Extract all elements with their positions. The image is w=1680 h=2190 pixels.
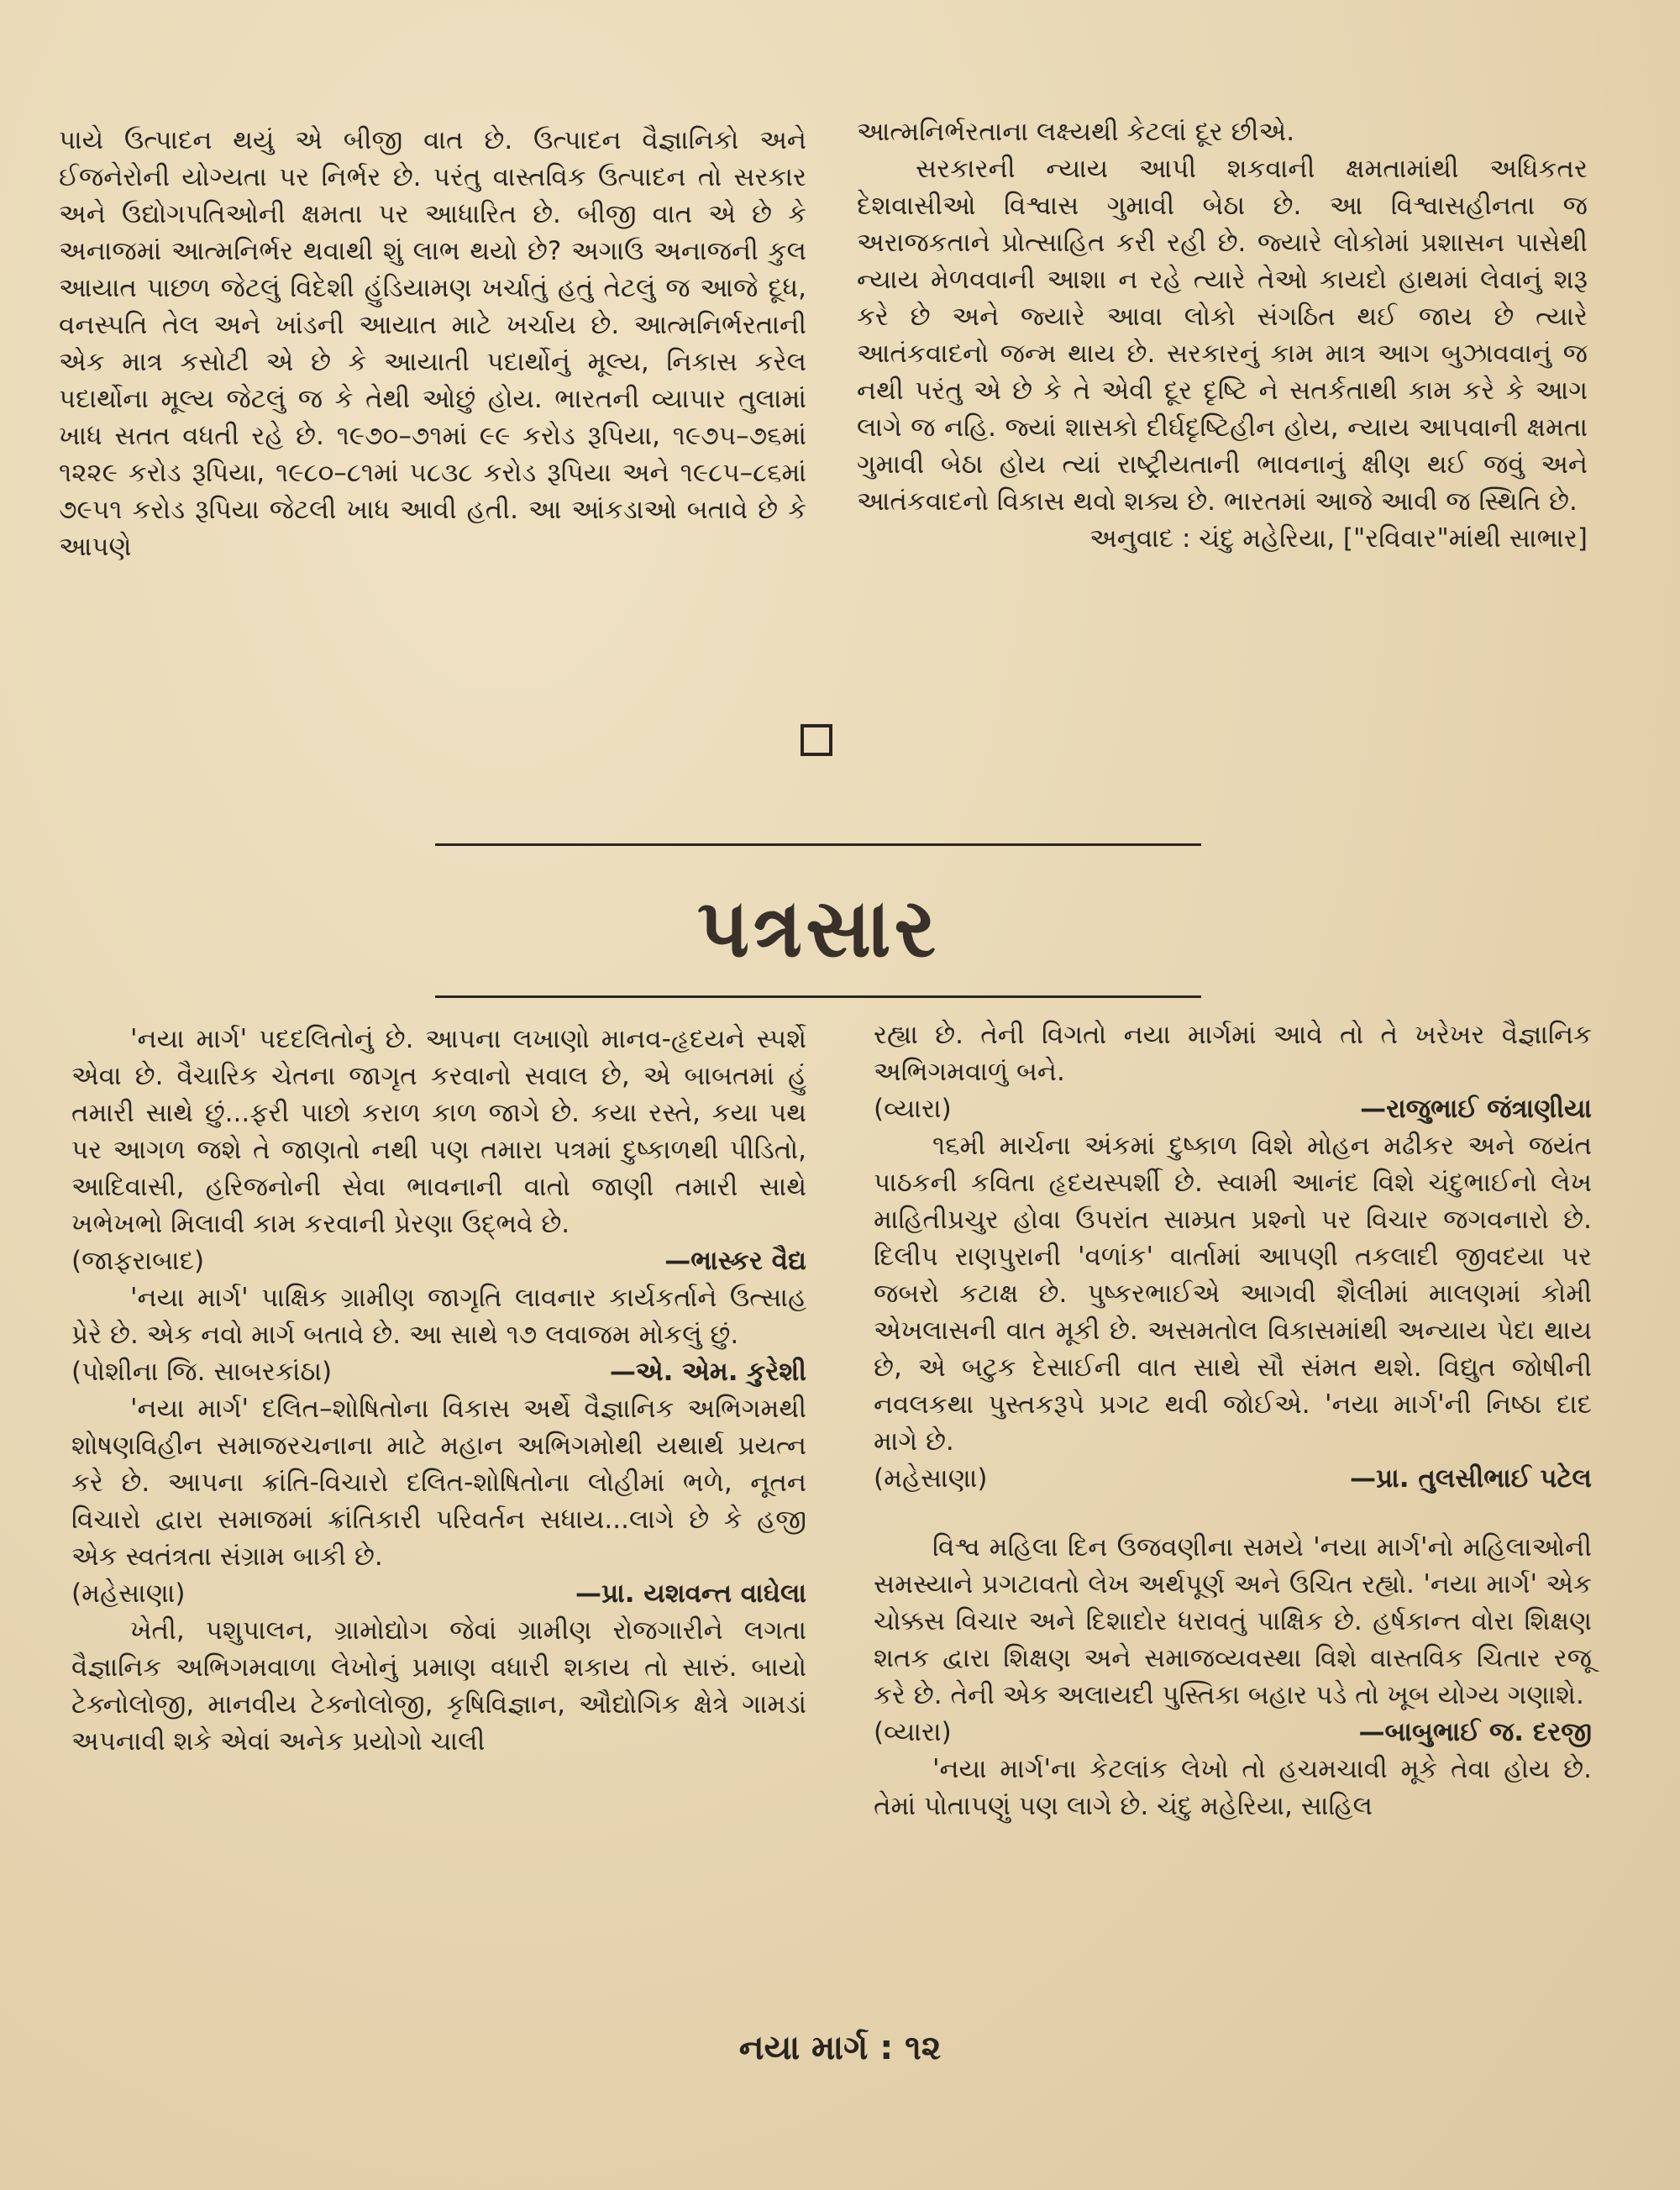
letter-item — [874, 1127, 1592, 1497]
article-paragraph: સરકારની ન્યાય આપી શકવાની ક્ષમતામાંથી અધિકતર દેશવાસીઓ વિશ્વાસ ગુમાવી બેઠા છે. આ વિશ્વાસહીનતા જ અરાજકતાને પ્રોત્સાહિત કરી રહી છે. જ્યારે લોકોમાં પ્રશાસન પાસેથી ન્યાય મેળવવાની આશા ન રહે ત્યારે તેઓ કાયદો હાથમાં લેવાનું શરૂ કરે છે અને જ્યારે આવા લોકો સંગઠિત થઈ જાય છે ત્યારે આતંકવાદનો જન્મ થાય છે. સરકારનું કામ માત્ર આગ બુઝાવવાનું જ નથી પરંતુ એ છે કે તે એવી દૂર દૃષ્ટિ ને સતર્કતાથી કામ કરે કે આગ લાગે જ નહિ. જ્યાં શાસકો દીર્ઘદૃષ્ટિહીન હોય, ન્યાય આપવાની ક્ષમતા ગુમાવી બેઠા હોય ત્યાં રાષ્ટ્રીયતાની ભાવનાનું ક્ષીણ થઈ જવું અને આતંકવાદનો વિકાસ થવો શક્ય છે. ભારતમાં આજે આવી જ સ્થિતિ છે. — [857, 154, 1588, 517]
letter-place: (મહેસાણા) — [874, 1463, 988, 1494]
letter-place: (પોશીના જિ. સાબરકાંઠા) — [71, 1357, 333, 1387]
letter-text: 'નયા માર્ગ'ના કેટલાંક લેખો તો હચમચાવી મૂકે તેવા હોય છે. તેમાં પોતાપણું પણ લાગે છે. ચંદુ મહેરિયા, સાહિલ — [874, 1754, 1592, 1821]
letter-author: —પ્રા. યશવન્ત વાઘેલા — [575, 1578, 806, 1609]
letter-item — [71, 1612, 806, 1760]
letter-place: (જાફરાબાદ) — [71, 1246, 205, 1276]
spacer — [874, 1497, 1592, 1529]
letter-item — [874, 1751, 1592, 1825]
divider-rule — [435, 843, 1201, 846]
letters-column-left — [71, 1021, 806, 1760]
letter-item — [71, 1390, 806, 1612]
letter-item — [874, 1529, 1592, 1751]
article-paragraph: આત્મનિર્ભરતાના લક્ષ્યથી કેટલાં દૂર છીએ. — [857, 117, 1295, 147]
letter-place: (મહેસાણા) — [71, 1578, 186, 1609]
page-footer: નયા માર્ગ : ૧૨ — [738, 2029, 942, 2067]
letter-text: 'નયા માર્ગ' પાક્ષિક ગ્રામીણ જાગૃતિ લાવનાર કાર્યકર્તાને ઉત્સાહ પ્રેરે છે. એક નવો માર્ગ બતાવે છે. આ સાથે ૧૭ લવાજમ મોકલું છું. — [71, 1283, 806, 1350]
letter-author: —પ્રા. તુલસીભાઈ પટેલ — [1350, 1463, 1592, 1494]
article-column-right — [857, 113, 1588, 557]
section-title: પત્રસાર — [696, 881, 940, 975]
letter-item — [874, 1016, 1592, 1127]
letters-column-right — [874, 1016, 1592, 1825]
letter-author: —એ. એમ. કુરેશી — [609, 1357, 806, 1387]
letter-text: ૧૬મી માર્ચના અંકમાં દુષ્કાળ વિશે મોહન મઢીકર અને જયંત પાઠકની કવિતા હૃદયસ્પર્શી છે. સ્વામી આનંદ વિશે ચંદુભાઈનો લેખ માહિતીપ્રચુર હોવા ઉપરાંત સામ્પ્રત પ્રશ્નો પર વિચાર જગવનારો છે. દિલીપ રાણપુરાની 'વળાંક' વાર્તામાં આપણી તકલાદી જીવદયા પર જબરો કટાક્ષ છે. પુષ્કરભાઈએ આગવી શૈલીમાં માલણમાં કોમી એખલાસની વાત મૂકી છે. અસમતોલ વિકાસમાંથી અન્યાય પેદા થાય છે, એ બટુક દેસાઈની વાત સાથે સૌ સંમત થશે. વિદ્યુત જોષીની નવલકથા પુસ્તકરૂપે પ્રગટ થવી જોઈએ. 'નયા માર્ગ'ની નિષ્ઠા દાદ માગે છે. — [874, 1131, 1592, 1457]
letter-text: વિશ્વ મહિલા દિન ઉજવણીના સમયે 'નયા માર્ગ'નો મહિલાઓની સમસ્યાને પ્રગટાવતો લેખ અર્થપૂર્ણ અને ઉચિત રહ્યો. 'નયા માર્ગ' એક ચોક્કસ વિચાર અને દિશાદોર ધરાવતું પાક્ષિક છે. હર્ષકાન્ત વોરા શિક્ષણ શતક દ્વારા શિક્ષણ અને સમાજવ્યવસ્થા વિશે વાસ્તવિક ચિતાર રજૂ કરે છે. તેની એક અલાયદી પુસ્તિકા બહાર પડે તો ખૂબ યોગ્ય ગણાશે. — [874, 1532, 1592, 1710]
end-mark-icon — [801, 724, 832, 756]
letter-text: 'નયા માર્ગ' પદદલિતોનું છે. આપના લખાણો માનવ-હૃદયને સ્પર્શે એવા છે. વૈચારિક ચેતના જાગૃત કરવાનો સવાલ છે, એ બાબતમાં હું તમારી સાથે છું...ફરી પાછો કરાળ કાળ જાગે છે. કયા રસ્તે, કયા પથ પર આગળ જશે તે જાણતો નથી પણ તમારા પત્રમાં દુષ્કાળથી પીડિતો, આદિવાસી, હરિજનોની સેવા ભાવનાની વાતો જાણી તમારી સાથે ખભેખભો મિલાવી કામ કરવાની પ્રેરણા ઉદ્ભવે છે. — [71, 1024, 806, 1239]
letter-author: —બાબુભાઈ જ. દરજી — [1358, 1717, 1592, 1747]
letter-author: —રાજુભાઈ જંત્રાણીયા — [1360, 1094, 1592, 1124]
divider-rule — [435, 995, 1201, 998]
letter-author: —ભાસ્કર વૈદ્ય — [664, 1246, 806, 1276]
letter-place: (વ્યારા) — [874, 1094, 952, 1124]
letter-text: ખેતી, પશુપાલન, ગ્રામોદ્યોગ જેવાં ગ્રામીણ રોજગારીને લગતા વૈજ્ઞાનિક અભિગમવાળા લેખોનું પ્રમાણ વધારી શકાય તો સારું. બાયો ટેક્નોલોજી, માનવીય ટેક્નોલોજી, કૃષિવિજ્ઞાન, ઔદ્યોગિક ક્ષેત્રે ગામડાં અપનાવી શકે એવાં અનેક પ્રયોગો ચાલી — [71, 1615, 806, 1757]
letter-place: (વ્યારા) — [874, 1717, 952, 1747]
letter-item — [71, 1021, 806, 1279]
letter-item — [71, 1279, 806, 1390]
translation-credit: અનુવાદ : ચંદુ મહેરિયા, ["રવિવાર"માંથી સાભાર] — [1089, 523, 1588, 554]
letter-text: 'નયા માર્ગ' દલિત–શોષિતોના વિકાસ અર્થે વૈજ્ઞાનિક અભિગમથી શોષણવિહીન સમાજરચનાના માટે મહાન અભિગમોથી યથાર્થ પ્રયત્ન કરે છે. આપના ક્રાંતિ-વિચારો દલિત-શોષિતોના લોહીમાં ભળે, નૂતન વિચારો દ્વારા સમાજમાં ક્રાંતિકારી પરિવર્તન સધાય...લાગે છે કે હજી એક સ્વતંત્રતા સંગ્રામ બાકી છે. — [71, 1394, 806, 1572]
article-paragraph: પાયે ઉત્પાદન થયું એ બીજી વાત છે. ઉત્પાદન વૈજ્ઞાનિકો અને ઈજનેરોની યોગ્યતા પર નિર્ભર છે. પરંતુ વાસ્તવિક ઉત્પાદન તો સરકાર અને ઉદ્યોગપતિઓની ક્ષમતા પર આધારિત છે. બીજી વાત એ છે કે અનાજમાં આત્મનિર્ભર થવાથી શું લાભ થયો છે? અગાઉ અનાજની કુલ આયાત પાછળ જેટલું વિદેશી હુંડિયામણ ખર્ચાતું હતું તેટલું જ આજે દૂધ, વનસ્પતિ તેલ અને ખાંડની આયાત માટે ખર્ચાય છે. આત્મનિર્ભરતાની એક માત્ર કસોટી એ છે કે આયાતી પદાર્થોનું મૂલ્ય, નિકાસ કરેલ પદાર્થોના મૂલ્ય જેટલું જ કે તેથી ઓછું હોય. ભારતની વ્યાપાર તુલામાં ખાધ સતત વધતી રહે છે. ૧૯૭૦–૭૧માં ૯૯ કરોડ રૂપિયા, ૧૯૭૫–૭૬માં ૧૨૨૯ કરોડ રૂપિયા, ૧૯૮૦–૮૧માં ૫૮૩૮ કરોડ રૂપિયા અને ૧૯૮૫–૮૬માં ૭૯૫૧ કરોડ રૂપિયા જેટલી ખાધ આવી હતી. આ આંકડાઓ બતાવે છે કે આપણે — [59, 125, 806, 562]
article-column-left — [59, 122, 806, 565]
letter-text: રહ્યા છે. તેની વિગતો નયા માર્ગમાં આવે તો તે ખરેખર વૈજ્ઞાનિક અભિગમવાળું બને. — [874, 1020, 1592, 1087]
